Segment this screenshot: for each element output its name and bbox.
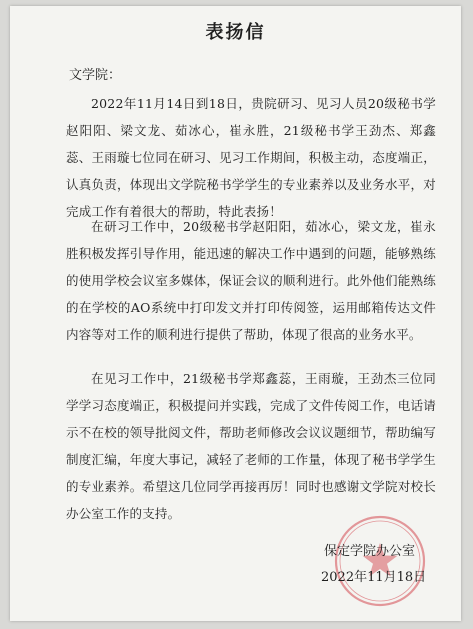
- paragraph-internship-work: 在见习工作中，21级秘书学郑鑫蕊，王雨璇，王劲杰三位同学学习态度端正，积极提问并实践，完成了文件传阅工作，电话请示不在校的领导批阅文件，帮助老师修改会议议题细节，帮助编写制度汇编，年度大事记，减轻了老师的工作量，体现了秘书学学生的专业素养。希望这几位同学再接再厉！同时也感谢文学院对校长办公室工作的支持。: [66, 371, 436, 521]
- signature-date: 2022年11月18日: [321, 570, 427, 585]
- letter-title: 表扬信: [205, 22, 266, 43]
- signature-organization: 保定学院办公室: [324, 544, 416, 559]
- salutation: 文学院：: [69, 68, 122, 83]
- official-seal-stamp: [330, 511, 430, 611]
- letter-sheet: [10, 6, 461, 621]
- paragraph-research-work: 在研习工作中，20级秘书学赵阳阳，茹冰心，梁文龙，崔永胜积极发挥引导作用，能迅速的解决工作中遇到的问题，能够熟练的使用学校会议室多媒体，保证会议的顺利进行。此外他们能熟练的在学校的AO系统中打印发文并打印传阅签，运用邮箱传达文件内容等对工作的顺利进行提供了帮助，体现了很高的业务水平。: [66, 219, 436, 342]
- paragraph-commendation: 2022年11月14日到18日，贵院研习、见习人员20级秘书学赵阳阳、梁文龙、茹冰心，崔永胜，21级秘书学王劲杰、郑鑫蕊、王雨璇七位同在研习、见习工作期间，积极主动，态度端正，认真负责，体现出文学院秘书学学生的专业素养以及业务水平，对完成工作有着很大的帮助，特此表扬！: [66, 96, 436, 219]
